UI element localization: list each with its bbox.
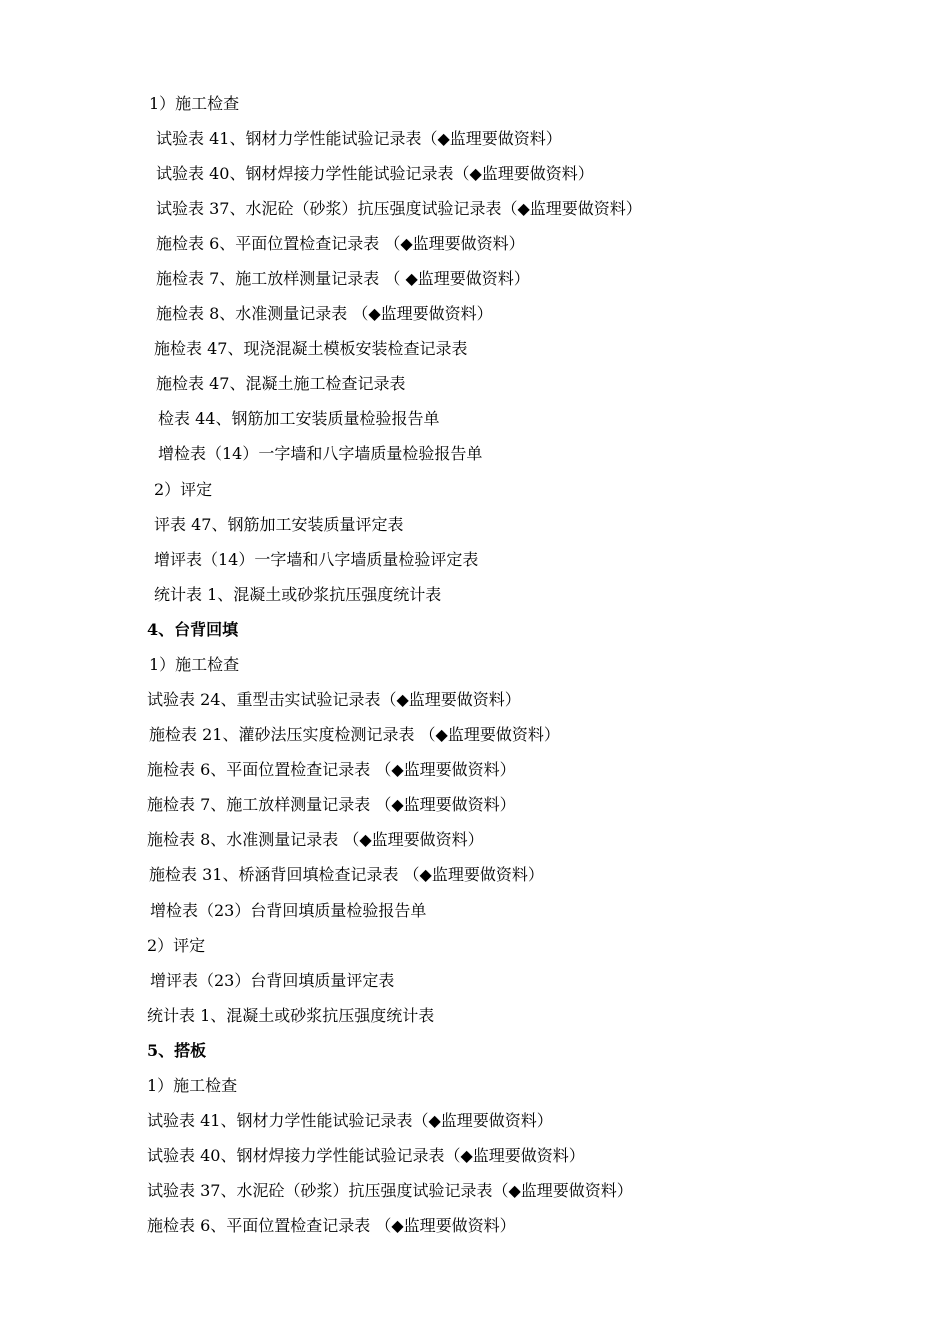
text-line: 增检表（23）台背回填质量检验报告单 (150, 901, 427, 920)
text-line: 统计表 1、混凝土或砂浆抗压强度统计表 (147, 1006, 435, 1025)
text-line: 2）评定 (154, 480, 213, 499)
text-line: 试验表 40、钢材焊接力学性能试验记录表（◆监理要做资料） (147, 1146, 585, 1165)
text-line: 试验表 24、重型击实试验记录表（◆监理要做资料） (147, 690, 521, 709)
text-line: 施检表 21、灌砂法压实度检测记录表 （◆监理要做资料） (149, 725, 560, 744)
text-line: 1）施工检查 (149, 655, 240, 674)
text-line: 施检表 6、平面位置检查记录表 （◆监理要做资料） (156, 234, 525, 253)
text-line: 施检表 6、平面位置检查记录表 （◆监理要做资料） (147, 1216, 516, 1235)
text-line: 施检表 47、混凝土施工检查记录表 (156, 374, 406, 393)
text-line: 施检表 7、施工放样测量记录表 （ ◆监理要做资料） (156, 269, 530, 288)
text-line: 检表 44、钢筋加工安装质量检验报告单 (158, 409, 440, 428)
text-line: 统计表 1、混凝土或砂浆抗压强度统计表 (154, 585, 442, 604)
text-line: 增检表（14）一字墙和八字墙质量检验报告单 (158, 444, 483, 463)
text-line: 试验表 37、水泥砼（砂浆）抗压强度试验记录表（◆监理要做资料） (147, 1181, 633, 1200)
text-line: 试验表 40、钢材焊接力学性能试验记录表（◆监理要做资料） (156, 164, 594, 183)
text-line: 增评表（23）台背回填质量评定表 (150, 971, 395, 990)
text-line: 1）施工检查 (147, 1076, 238, 1095)
text-line: 试验表 41、钢材力学性能试验记录表（◆监理要做资料） (147, 1111, 553, 1130)
text-line: 评表 47、钢筋加工安装质量评定表 (154, 515, 404, 534)
section-heading: 5、搭板 (147, 1041, 207, 1060)
text-line: 施检表 31、桥涵背回填检查记录表 （◆监理要做资料） (149, 865, 544, 884)
section-heading: 4、台背回填 (147, 620, 239, 639)
text-line: 施检表 47、现浇混凝土模板安装检查记录表 (154, 339, 468, 358)
text-line: 1）施工检查 (149, 94, 240, 113)
text-line: 增评表（14）一字墙和八字墙质量检验评定表 (154, 550, 479, 569)
text-line: 施检表 7、施工放样测量记录表 （◆监理要做资料） (147, 795, 516, 814)
text-line: 施检表 6、平面位置检查记录表 （◆监理要做资料） (147, 760, 516, 779)
text-line: 试验表 41、钢材力学性能试验记录表（◆监理要做资料） (156, 129, 562, 148)
text-line: 2）评定 (147, 936, 206, 955)
text-line: 试验表 37、水泥砼（砂浆）抗压强度试验记录表（◆监理要做资料） (156, 199, 642, 218)
text-line: 施检表 8、水准测量记录表 （◆监理要做资料） (156, 304, 493, 323)
text-line: 施检表 8、水准测量记录表 （◆监理要做资料） (147, 830, 484, 849)
